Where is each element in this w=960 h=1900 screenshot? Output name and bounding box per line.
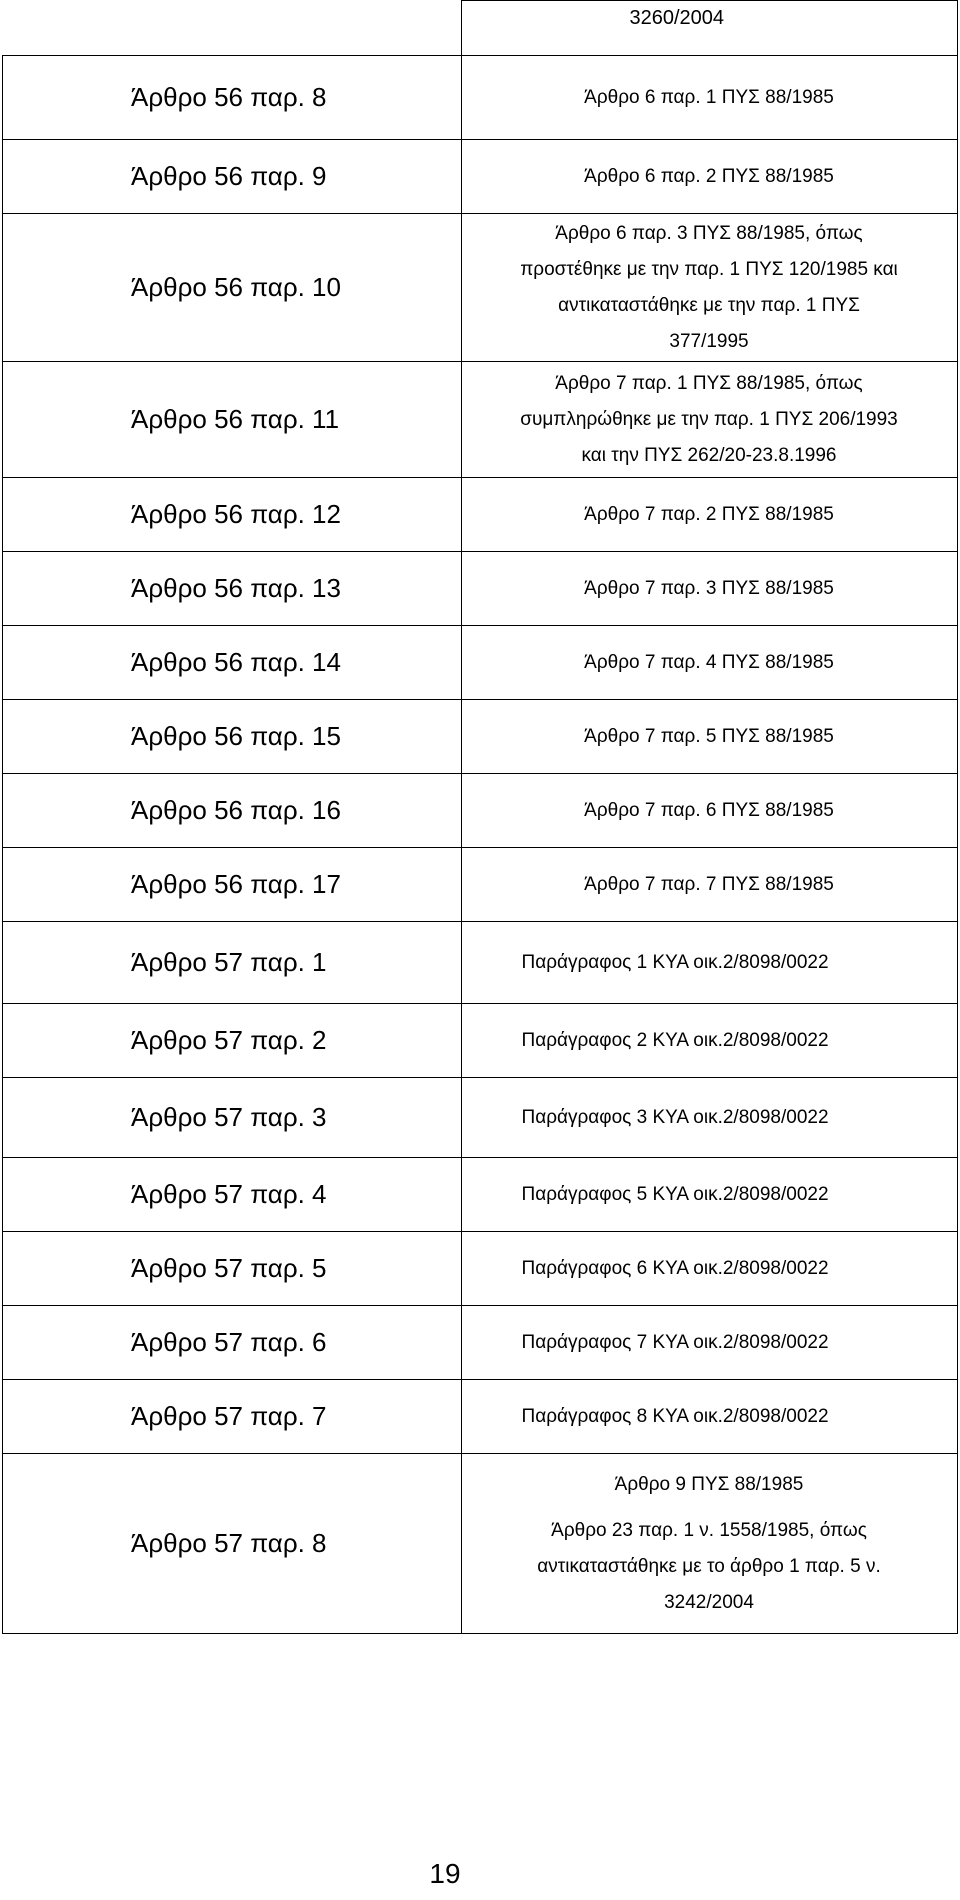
header-empty-cell [3, 1, 462, 56]
table-row [3, 626, 958, 700]
source-provision-line: Παράγραφος 8 ΚΥΑ οικ.2/8098/0022 [521, 1405, 829, 1427]
source-provision-line: Άρθρο 7 παρ. 5 ΠΥΣ 88/1985 [584, 725, 834, 747]
source-provision-cell [461, 1306, 957, 1380]
source-provision-line: Άρθρο 7 παρ. 2 ΠΥΣ 88/1985 [584, 503, 834, 525]
target-article-cell: Άρθρο 56 παρ. 14 [3, 626, 462, 700]
source-provision-line: Άρθρο 23 παρ. 1 ν. 1558/1985, όπως [551, 1519, 867, 1541]
table-body [3, 1, 958, 1634]
concordance-table [2, 0, 958, 1634]
table-row [3, 214, 958, 362]
source-provision-cell [461, 1232, 957, 1306]
source-provision-cell [461, 214, 957, 362]
table-row [3, 1306, 958, 1380]
source-provision-line: προστέθηκε με την παρ. 1 ΠΥΣ 120/1985 και [520, 258, 898, 280]
table-header-row [3, 1, 958, 56]
target-article-cell: Άρθρο 56 παρ. 16 [3, 774, 462, 848]
table-row [3, 552, 958, 626]
source-provision-line: και την ΠΥΣ 262/20-23.8.1996 [581, 444, 837, 466]
table-row [3, 700, 958, 774]
source-provision-line: Παράγραφος 6 ΚΥΑ οικ.2/8098/0022 [521, 1257, 829, 1279]
source-provision-line: αντικαταστάθηκε με το άρθρο 1 παρ. 5 ν. [537, 1555, 881, 1577]
source-provision-cell [461, 774, 957, 848]
source-provision-line: Άρθρο 9 ΠΥΣ 88/1985 [614, 1473, 804, 1495]
source-provision-line: Άρθρο 7 παρ. 4 ΠΥΣ 88/1985 [584, 651, 834, 673]
target-article-cell: Άρθρο 57 παρ. 3 [3, 1078, 462, 1158]
source-provision-cell [461, 552, 957, 626]
source-provision-cell [461, 478, 957, 552]
table-row [3, 1380, 958, 1454]
source-provision-cell [461, 1078, 957, 1158]
target-article-cell: Άρθρο 57 παρ. 4 [3, 1158, 462, 1232]
source-provision-line: αντικαταστάθηκε με την παρ. 1 ΠΥΣ [558, 294, 860, 316]
page-number: 19 [429, 1858, 461, 1889]
target-article-cell: Άρθρο 57 παρ. 8 [3, 1454, 462, 1634]
source-provision-cell [461, 1454, 957, 1634]
table-row [3, 1078, 958, 1158]
header-reference: 3260/2004 [629, 7, 725, 29]
source-provision-cell [461, 1380, 957, 1454]
table-row [3, 1454, 958, 1634]
source-provision-cell [461, 1158, 957, 1232]
source-provision-line: Άρθρο 6 παρ. 2 ΠΥΣ 88/1985 [584, 165, 834, 187]
source-provision-line: Παράγραφος 7 ΚΥΑ οικ.2/8098/0022 [521, 1331, 829, 1353]
target-article-cell: Άρθρο 56 παρ. 13 [3, 552, 462, 626]
source-provision-cell [461, 848, 957, 922]
source-provision-line: Παράγραφος 2 ΚΥΑ οικ.2/8098/0022 [521, 1029, 829, 1051]
source-provision-cell [461, 1004, 957, 1078]
target-article-cell: Άρθρο 56 παρ. 11 [3, 362, 462, 478]
source-provision-line: Παράγραφος 1 ΚΥΑ οικ.2/8098/0022 [521, 951, 829, 973]
source-provision-cell [461, 140, 957, 214]
target-article-cell: Άρθρο 57 παρ. 2 [3, 1004, 462, 1078]
document-page [2, 0, 955, 1634]
target-article-cell: Άρθρο 57 παρ. 7 [3, 1380, 462, 1454]
target-article-cell: Άρθρο 56 παρ. 9 [3, 140, 462, 214]
target-article-cell: Άρθρο 56 παρ. 17 [3, 848, 462, 922]
table-row [3, 922, 958, 1004]
source-provision-line: συμπληρώθηκε με την παρ. 1 ΠΥΣ 206/1993 [520, 408, 898, 430]
table-row [3, 1232, 958, 1306]
source-provision-line: Άρθρο 6 παρ. 3 ΠΥΣ 88/1985, όπως [555, 222, 863, 244]
target-article-cell: Άρθρο 57 παρ. 6 [3, 1306, 462, 1380]
source-provision-line: 377/1995 [669, 330, 749, 352]
target-article-cell: Άρθρο 56 παρ. 12 [3, 478, 462, 552]
source-provision-cell [461, 56, 957, 140]
target-article-cell: Άρθρο 57 παρ. 1 [3, 922, 462, 1004]
header-reference-cell [461, 1, 957, 56]
table-row [3, 1158, 958, 1232]
source-provision-cell [461, 626, 957, 700]
source-provision-line: Άρθρο 7 παρ. 3 ΠΥΣ 88/1985 [584, 577, 834, 599]
table-row [3, 362, 958, 478]
source-provision-line: Άρθρο 7 παρ. 1 ΠΥΣ 88/1985, όπως [555, 372, 863, 394]
source-provision-line: Άρθρο 6 παρ. 1 ΠΥΣ 88/1985 [584, 86, 834, 108]
target-article-cell: Άρθρο 56 παρ. 8 [3, 56, 462, 140]
source-provision-cell [461, 922, 957, 1004]
target-article-cell: Άρθρο 57 παρ. 5 [3, 1232, 462, 1306]
source-provision-cell [461, 700, 957, 774]
source-provision-line: Άρθρο 7 παρ. 7 ΠΥΣ 88/1985 [584, 873, 834, 895]
source-provision-cell [461, 362, 957, 478]
table-row [3, 774, 958, 848]
table-row [3, 478, 958, 552]
table-row [3, 848, 958, 922]
source-provision-line: 3242/2004 [664, 1591, 754, 1613]
target-article-cell: Άρθρο 56 παρ. 15 [3, 700, 462, 774]
table-row [3, 140, 958, 214]
source-provision-line: Παράγραφος 5 ΚΥΑ οικ.2/8098/0022 [521, 1183, 829, 1205]
table-row [3, 56, 958, 140]
table-row [3, 1004, 958, 1078]
source-provision-line: Άρθρο 7 παρ. 6 ΠΥΣ 88/1985 [584, 799, 834, 821]
source-provision-line [482, 1503, 937, 1513]
source-provision-line: Παράγραφος 3 ΚΥΑ οικ.2/8098/0022 [521, 1106, 829, 1128]
target-article-cell: Άρθρο 56 παρ. 10 [3, 214, 462, 362]
